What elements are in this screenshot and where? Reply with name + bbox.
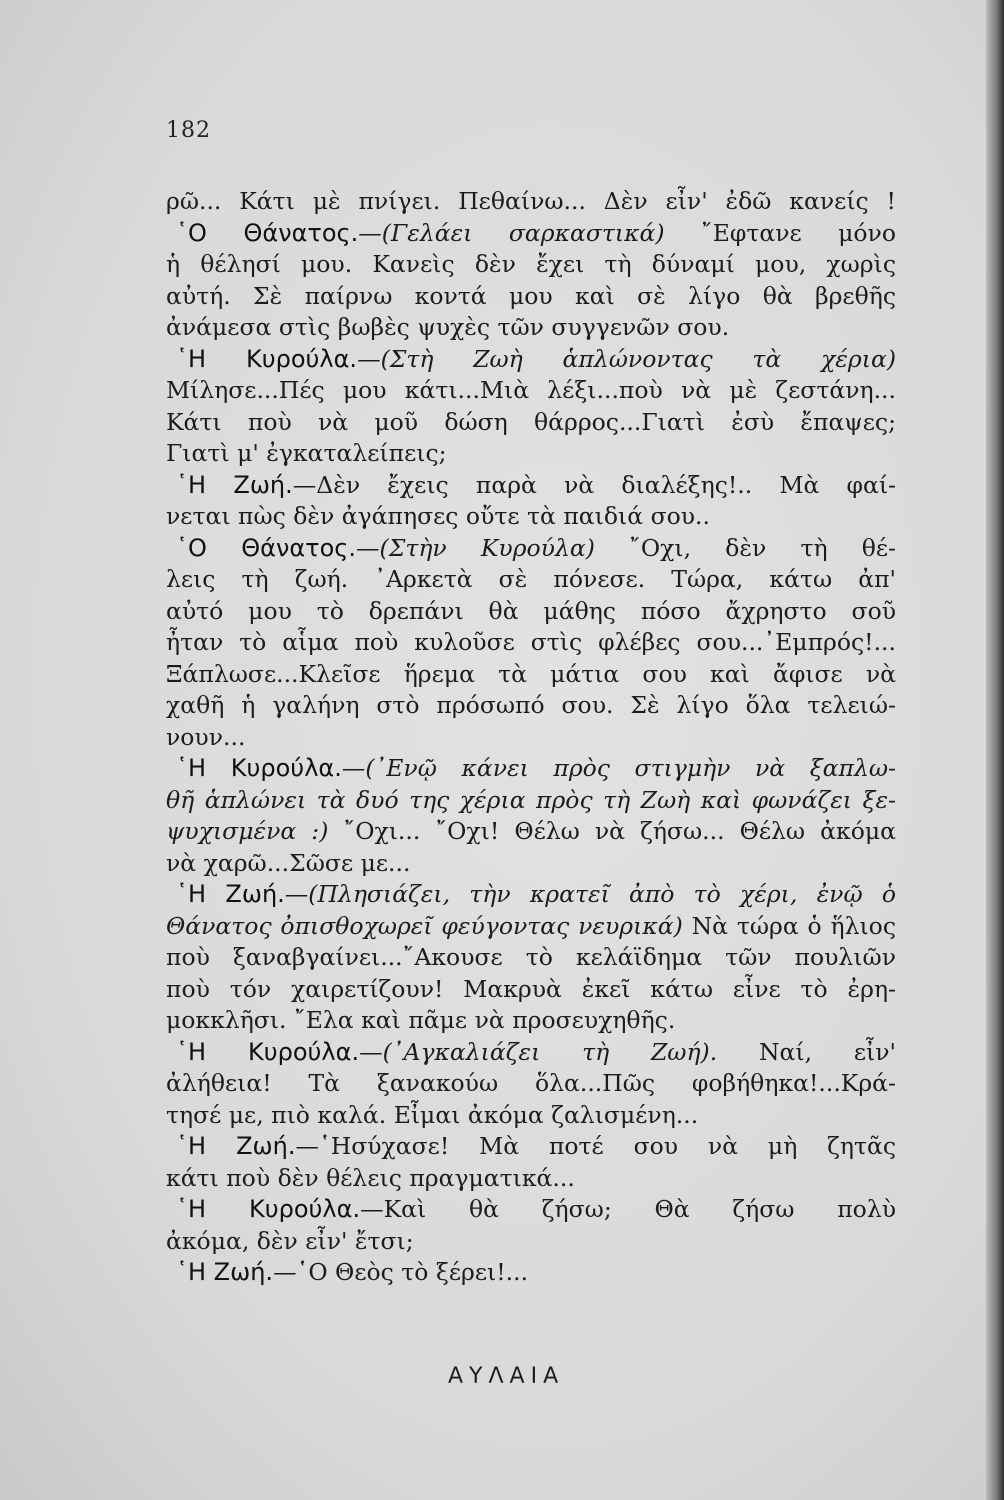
- dialogue-text: ῎Οχι... ῎Οχι! Θέλω νὰ ζήσω... Θέλω ἀκόμα: [328, 817, 896, 845]
- text-line: [166, 501, 896, 533]
- dialogue-text: —: [356, 533, 380, 562]
- text-line: [166, 816, 896, 848]
- stage-direction: (᾿Ενῷ κάνει πρὸς στιγμὴν νὰ ξαπλω-: [365, 754, 896, 782]
- dialogue-text: —῾Ησύχασε! Μὰ ποτέ σου νὰ μὴ ζητᾶς: [295, 1132, 896, 1160]
- dialogue-text: Νὰ τώρα ὁ ἥλιος: [682, 911, 896, 940]
- text-line: [166, 249, 896, 281]
- stage-direction: (᾿Αγκαλιάζει τὴ Ζωή).: [382, 1037, 718, 1066]
- dialogue-text: μοκκλῆσι. ῎Ελα καὶ πᾶμε νὰ προσευχηθῆς.: [166, 1006, 676, 1034]
- speaker-name: ῾Η Κυρούλα.: [176, 344, 358, 373]
- text-line: [166, 1131, 896, 1163]
- stage-direction: (Στὴν Κυρούλα): [379, 533, 595, 562]
- dialogue-text: χαθῆ ἡ γαλήνη στὸ πρόσωπό σου. Σὲ λίγο ὅλα τελειώ-: [166, 691, 896, 719]
- text-line: [166, 218, 896, 250]
- dialogue-text: ποὺ τόν χαιρετίζουν! Μακρυὰ ἐκεῖ κάτω εἶνε τὸ ἐρη-: [166, 974, 896, 1003]
- speaker-name: ῾Η Κυρούλα.: [176, 1195, 361, 1223]
- stage-direction: (Στὴ Ζωὴ ἁπλώνοντας τὰ χέρια): [380, 344, 896, 373]
- play-text: [166, 186, 896, 1289]
- dialogue-text: —: [358, 218, 382, 247]
- page-edge-shadow: [986, 0, 1004, 1500]
- text-line: [166, 407, 896, 439]
- text-line: [166, 186, 896, 218]
- text-line: [166, 344, 896, 376]
- dialogue-text: Ναί, εἶν': [717, 1037, 896, 1066]
- text-line: [166, 974, 896, 1006]
- dialogue-text: νὰ χαρῶ...Σῶσε με...: [166, 848, 411, 877]
- stage-direction: (Πλησιάζει, τὴν κρατεῖ ἀπὸ τὸ χέρι, ἐνῷ ὁ: [308, 880, 896, 908]
- text-line: [166, 942, 896, 974]
- text-line: [166, 785, 896, 817]
- text-line: [166, 470, 896, 502]
- dialogue-text: —: [357, 344, 381, 373]
- dialogue-text: κάτι ποὺ δὲν θέλεις πραγματικά...: [166, 1163, 575, 1192]
- dialogue-text: ἀκόμα, δὲν εἶν' ἔτσι;: [166, 1226, 414, 1255]
- text-line: [166, 596, 896, 628]
- speaker-name: ῾Ο Θάνατος.: [176, 218, 359, 247]
- text-line: [166, 1257, 896, 1289]
- dialogue-text: Μίλησε...Πές μου κάτι...Μιὰ λέξι...ποὺ νὰ μὲ ζεστάνη...: [166, 376, 896, 404]
- text-line: [166, 1037, 896, 1069]
- dialogue-text: λεις τὴ ζωή. ᾿Αρκετὰ σὲ πόνεσε. Τώρα, κάτω ἀπ': [166, 565, 896, 593]
- dialogue-text: Ξάπλωσε...Κλεῖσε ἥρεμα τὰ μάτια σου καὶ ἄφισε νὰ: [166, 659, 896, 688]
- text-line: [166, 627, 896, 659]
- speaker-name: ῾Ο Θάνατος.: [176, 533, 357, 562]
- dialogue-text: ρῶ... Κάτι μὲ πνίγει. Πεθαίνω... Δὲν εἶν' ἐδῶ κανείς !: [166, 187, 896, 215]
- text-line: [166, 312, 896, 344]
- dialogue-text: —῾Ο Θεὸς τὸ ξέρει!...: [273, 1258, 529, 1286]
- text-line: [166, 911, 896, 943]
- text-line: [166, 375, 896, 407]
- stage-direction: (Γελάει σαρκαστικά): [381, 218, 665, 247]
- dialogue-text: ἀλήθεια! Τὰ ξανακούω ὅλα...Πῶς φοβήθηκα!...Κρά-: [166, 1069, 896, 1097]
- text-line: [166, 438, 896, 470]
- text-line: [166, 1163, 896, 1195]
- text-line: [166, 564, 896, 596]
- text-line: [166, 753, 896, 785]
- dialogue-text: τησέ με, πιὸ καλά. Εἶμαι ἀκόμα ζαλισμένη...: [166, 1100, 699, 1129]
- text-line: [166, 659, 896, 691]
- dialogue-text: Γιατὶ μ' ἐγκαταλείπεις;: [166, 439, 447, 467]
- text-line: [166, 533, 896, 565]
- speaker-name: ῾Η Ζωή.: [176, 1132, 296, 1160]
- dialogue-text: Κάτι ποὺ νὰ μοῦ δώση θάρρος...Γιατὶ ἐσὺ ἔπαψες;: [166, 407, 896, 436]
- dialogue-text: νουν...: [166, 722, 246, 751]
- dialogue-text: —: [359, 1037, 383, 1066]
- stage-direction: θῆ ἁπλώνει τὰ δυό της χέρια πρὸς τὴ Ζωὴ καὶ φωνάζει ξε-: [166, 785, 896, 814]
- dialogue-text: νεται πὼς δὲν ἀγάπησες οὔτε τὰ παιδιά σου..: [166, 502, 710, 530]
- text-line: [166, 1226, 896, 1258]
- dialogue-text: —Καὶ θὰ ζήσω; Θὰ ζήσω πολὺ: [360, 1195, 897, 1223]
- text-line: [166, 1194, 896, 1226]
- dialogue-text: ποὺ ξαναβγαίνει...῎Ακουσε τὸ κελάϊδημα τῶν πουλιῶν: [166, 943, 896, 971]
- text-line: [166, 879, 896, 911]
- curtain-heading: ΑΥΛΑΙΑ: [448, 1364, 565, 1389]
- speaker-name: ῾Η Κυρούλα.: [176, 754, 342, 782]
- stage-direction: Θάνατος ὀπισθοχωρεῖ φεύγοντας νευρικά): [166, 911, 683, 940]
- text-line: [166, 1068, 896, 1100]
- dialogue-text: αὐτό μου τὸ δρεπάνι θὰ μάθης πόσο ἄχρηστο σοῦ: [166, 596, 896, 625]
- dialogue-text: ῎Οχι, δὲν τὴ θέ-: [594, 533, 896, 562]
- text-line: [166, 722, 896, 754]
- dialogue-text: ἡ θέλησί μου. Κανεὶς δὲν ἔχει τὴ δύναμί μου, χωρὶς: [166, 250, 896, 278]
- stage-direction: ψυχισμένα :): [166, 817, 329, 845]
- text-line: [166, 690, 896, 722]
- dialogue-text: —Δὲν ἔχεις παρὰ νὰ διαλέξης!.. Μὰ φαί-: [292, 470, 896, 499]
- dialogue-text: αὐτή. Σὲ παίρνω κοντά μου καὶ σὲ λίγο θὰ βρεθῆς: [166, 281, 896, 310]
- dialogue-text: —: [341, 754, 366, 782]
- text-line: [166, 1100, 896, 1132]
- speaker-name: ῾Η Ζωή.: [176, 1258, 274, 1286]
- page-number: 182: [166, 118, 211, 143]
- speaker-name: ῾Η Ζωή.: [176, 880, 285, 908]
- text-line: [166, 848, 896, 880]
- dialogue-text: ῎Εφτανε μόνο: [664, 218, 896, 247]
- dialogue-text: ἦταν τὸ αἷμα ποὺ κυλοῦσε στὶς φλέβες σου...᾿Εμπρός!...: [166, 628, 896, 656]
- dialogue-text: ἀνάμεσα στὶς βωβὲς ψυχὲς τῶν συγγενῶν σου.: [166, 313, 730, 341]
- speaker-name: ῾Η Ζωή.: [176, 470, 293, 499]
- text-line: [166, 281, 896, 313]
- speaker-name: ῾Η Κυρούλα.: [176, 1037, 360, 1066]
- dialogue-text: —: [284, 880, 309, 908]
- text-line: [166, 1005, 896, 1037]
